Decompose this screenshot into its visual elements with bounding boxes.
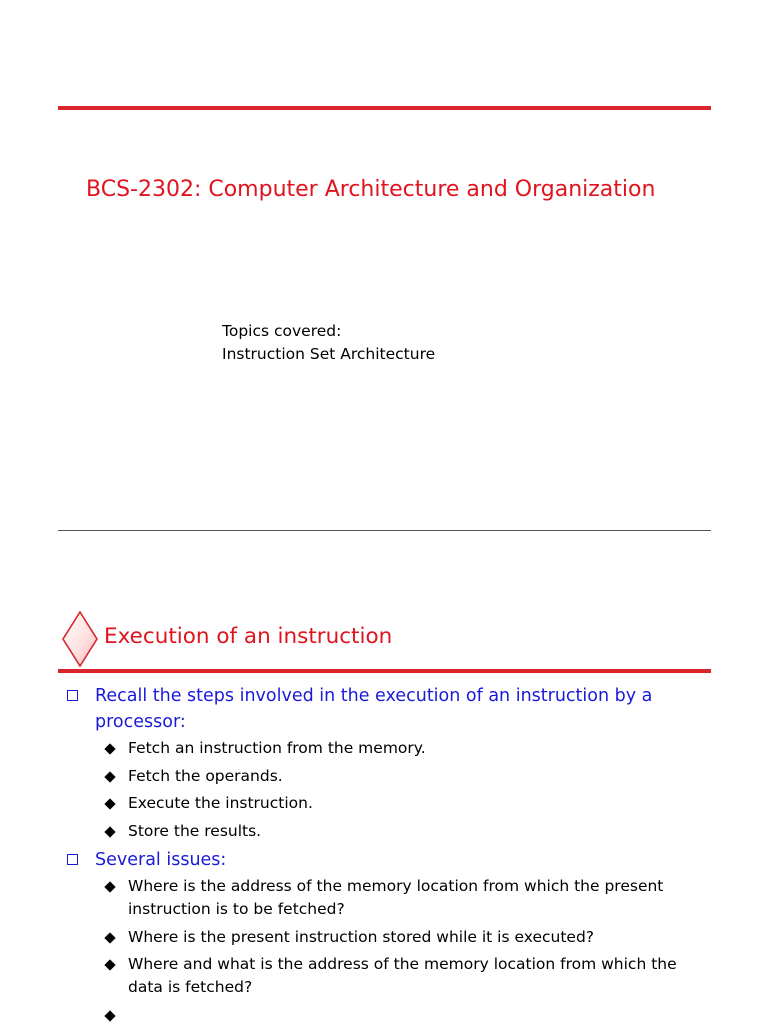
bullet-point xyxy=(66,847,706,873)
sub-list xyxy=(66,875,706,1027)
sub-bullet xyxy=(66,926,706,949)
diamond-bullet-icon xyxy=(104,932,115,943)
slide-title-rule xyxy=(58,669,711,673)
sub-bullet-text: Store the results. xyxy=(128,821,262,840)
bullet-point xyxy=(66,683,706,735)
diamond-bullet-icon xyxy=(104,826,115,837)
topic-item: Instruction Set Architecture xyxy=(222,345,436,363)
slide-title: Execution of an instruction xyxy=(104,624,393,649)
diamond-bullet-icon xyxy=(104,959,115,970)
sub-bullet-text: Where and what is the address of the memory location from which the data is fetched? xyxy=(128,955,677,996)
square-bullet-icon xyxy=(67,690,78,701)
sub-bullet-text: Where is the present instruction stored while it is executed? xyxy=(128,927,595,946)
topics-heading: Topics covered: xyxy=(222,322,342,340)
sub-list xyxy=(66,737,706,843)
topics-block xyxy=(222,320,435,366)
sub-bullet xyxy=(66,953,706,999)
diamond-bullet-icon xyxy=(104,1010,115,1021)
sub-bullet xyxy=(66,875,706,921)
diamond-bullet-icon xyxy=(104,881,115,892)
sub-bullet xyxy=(66,1004,706,1027)
course-title: BCS-2302: Computer Architecture and Organization xyxy=(86,177,656,202)
diamond-bullet-icon xyxy=(104,771,115,782)
square-bullet-icon xyxy=(67,854,78,865)
title-slide-top-rule xyxy=(58,106,711,110)
diamond-bullet-icon xyxy=(104,798,115,809)
diamond-bullet-icon xyxy=(104,743,115,754)
sub-bullet xyxy=(66,820,706,843)
sub-bullet-text: Execute the instruction. xyxy=(128,794,313,812)
bullet-text: Several issues: xyxy=(95,850,227,870)
slide-divider xyxy=(58,530,711,531)
sub-bullet-text: Where is the address of the memory location from which the present instruction is to be fetched? xyxy=(128,877,664,918)
red-diamond-icon xyxy=(62,611,98,667)
sub-bullet-text: Fetch an instruction from the memory. xyxy=(128,739,426,757)
sub-bullet xyxy=(66,792,706,815)
slide-content xyxy=(66,683,706,1031)
bullet-text: Recall the steps involved in the execution of an instruction by a processor: xyxy=(95,686,653,732)
sub-bullet xyxy=(66,737,706,760)
sub-bullet-text: Fetch the operands. xyxy=(128,766,283,785)
sub-bullet xyxy=(66,765,706,788)
